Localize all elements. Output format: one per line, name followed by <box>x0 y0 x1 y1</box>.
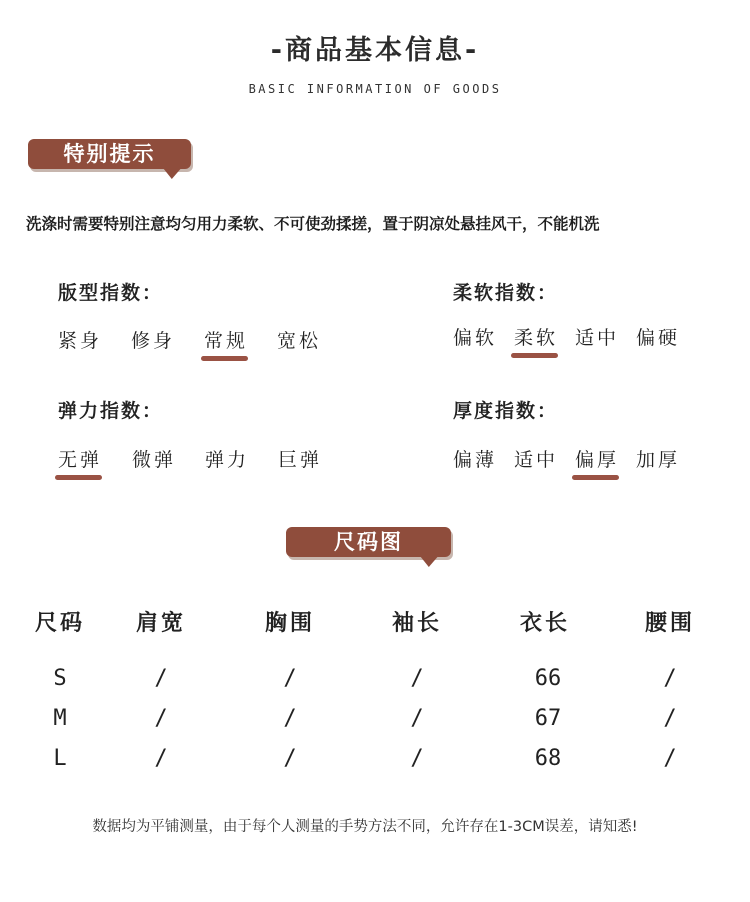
elasticity-option-selected: 无弹 <box>58 445 102 472</box>
softness-option: 偏软 <box>453 327 498 349</box>
table-cell: M <box>53 706 67 731</box>
page-title: -商品基本信息- <box>270 35 480 66</box>
size-col-header: 衣长 <box>519 611 570 636</box>
table-cell: / <box>154 746 168 771</box>
thickness-option: 适中 <box>514 449 559 471</box>
table-cell: / <box>283 746 297 771</box>
softness-option: 适中 <box>575 327 620 349</box>
thickness-option-selected: 偏厚 <box>575 445 619 472</box>
size-col-header: 袖长 <box>391 611 442 636</box>
fit-option: 宽松 <box>277 330 322 352</box>
size-col-header: 肩宽 <box>135 611 186 636</box>
table-cell: / <box>283 706 297 731</box>
table-cell: / <box>663 666 677 691</box>
thickness-option: 偏薄 <box>453 449 498 471</box>
softness-option-selected: 柔软 <box>514 323 558 350</box>
fit-option: 紧身 <box>58 330 103 352</box>
table-cell: / <box>410 666 424 691</box>
table-cell: / <box>410 706 424 731</box>
table-cell: / <box>154 666 168 691</box>
special-tips-text: 洗涤时需要特别注意均匀用力柔软、不可使劲揉搓，置于阴凉处悬挂风干，不能机洗 <box>26 215 600 233</box>
thickness-index-title: 厚度指数： <box>453 400 559 422</box>
table-cell: / <box>410 746 424 771</box>
table-cell: L <box>53 746 67 771</box>
table-cell: 68 <box>534 746 562 771</box>
size-col-header: 尺码 <box>34 611 85 636</box>
table-cell: / <box>154 706 168 731</box>
elasticity-option: 弹力 <box>205 449 250 471</box>
table-cell: / <box>283 666 297 691</box>
elasticity-index-title: 弹力指数： <box>58 400 164 422</box>
size-col-header: 腰围 <box>644 611 695 636</box>
thickness-option: 加厚 <box>636 449 681 471</box>
table-cell: / <box>663 746 677 771</box>
speech-tail-icon <box>415 555 439 567</box>
elasticity-option: 巨弹 <box>278 449 323 471</box>
table-cell: 67 <box>534 706 562 731</box>
size-chart-tag <box>286 527 456 561</box>
special-tips-tag <box>28 139 198 173</box>
fit-option-selected: 常规 <box>204 326 248 353</box>
size-chart-label: 尺码图 <box>286 527 451 557</box>
fit-option: 修身 <box>131 330 176 352</box>
elasticity-option: 微弹 <box>132 449 177 471</box>
softness-index-title: 柔软指数： <box>453 282 559 304</box>
softness-option: 偏硬 <box>636 327 681 349</box>
table-cell: S <box>53 666 67 691</box>
special-tips-label: 特别提示 <box>28 139 191 169</box>
size-col-header: 胸围 <box>264 611 315 636</box>
table-cell: 66 <box>534 666 562 691</box>
fit-index-title: 版型指数： <box>58 282 164 304</box>
speech-tail-icon <box>158 167 182 179</box>
measurement-note: 数据均为平铺测量，由于每个人测量的手势方法不同，允许存在1-3CM误差，请知悉! <box>92 819 638 835</box>
page-subtitle: BASIC INFORMATION OF GOODS <box>248 82 502 96</box>
table-cell: / <box>663 706 677 731</box>
